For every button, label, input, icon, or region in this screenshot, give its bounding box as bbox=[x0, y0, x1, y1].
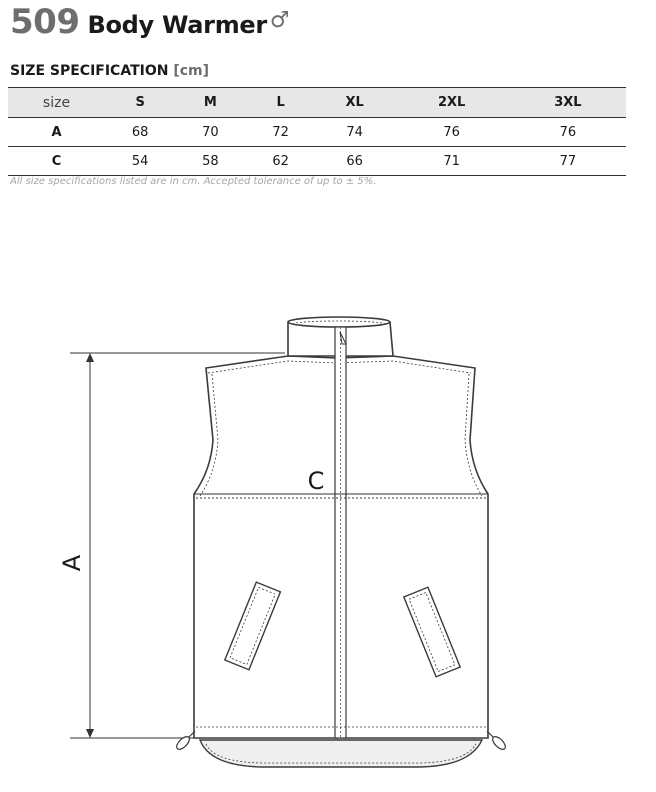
dimension-c-label: C bbox=[307, 467, 325, 495]
table-cell: 68 bbox=[105, 118, 175, 147]
table-cell: 66 bbox=[316, 147, 394, 176]
dimension-a-arrow-top bbox=[86, 353, 94, 362]
table-cell: 76 bbox=[394, 118, 510, 147]
left-drawcord-toggle-icon bbox=[175, 731, 195, 751]
size-spec-unit: [cm] bbox=[173, 63, 210, 79]
dimension-a-label: A bbox=[58, 554, 86, 572]
table-cell: 54 bbox=[105, 147, 175, 176]
table-cell: 70 bbox=[175, 118, 245, 147]
size-table-header-cell: 2XL bbox=[394, 88, 510, 118]
table-row-label: A bbox=[8, 118, 105, 147]
size-table-header-cell: size bbox=[8, 88, 105, 118]
table-cell: 62 bbox=[246, 147, 316, 176]
table-cell: 71 bbox=[394, 147, 510, 176]
vest-left-panel bbox=[194, 356, 337, 738]
male-symbol-icon: ♂ bbox=[269, 8, 290, 33]
table-cell: 77 bbox=[510, 147, 626, 176]
size-table-header-cell: M bbox=[175, 88, 245, 118]
right-drawcord-toggle-icon bbox=[487, 731, 507, 751]
vest-right-panel bbox=[337, 356, 488, 738]
size-table-header-cell: S bbox=[105, 88, 175, 118]
vest-illustration bbox=[175, 317, 508, 767]
size-spec-title-text: SIZE SPECIFICATION bbox=[10, 63, 169, 79]
table-cell: 76 bbox=[510, 118, 626, 147]
dimension-a-arrow-bottom bbox=[86, 729, 94, 738]
size-table-header-cell: XL bbox=[316, 88, 394, 118]
table-cell: 74 bbox=[316, 118, 394, 147]
table-cell: 72 bbox=[246, 118, 316, 147]
table-row-label: C bbox=[8, 147, 105, 176]
product-name: Body Warmer bbox=[87, 11, 267, 39]
size-table-header-cell: L bbox=[246, 88, 316, 118]
product-code: 509 bbox=[10, 2, 80, 42]
table-cell: 58 bbox=[175, 147, 245, 176]
tolerance-note: All size specifications listed are in cm. Accepted tolerance of up to ± 5%. bbox=[10, 176, 377, 187]
size-table-header-cell: 3XL bbox=[510, 88, 626, 118]
